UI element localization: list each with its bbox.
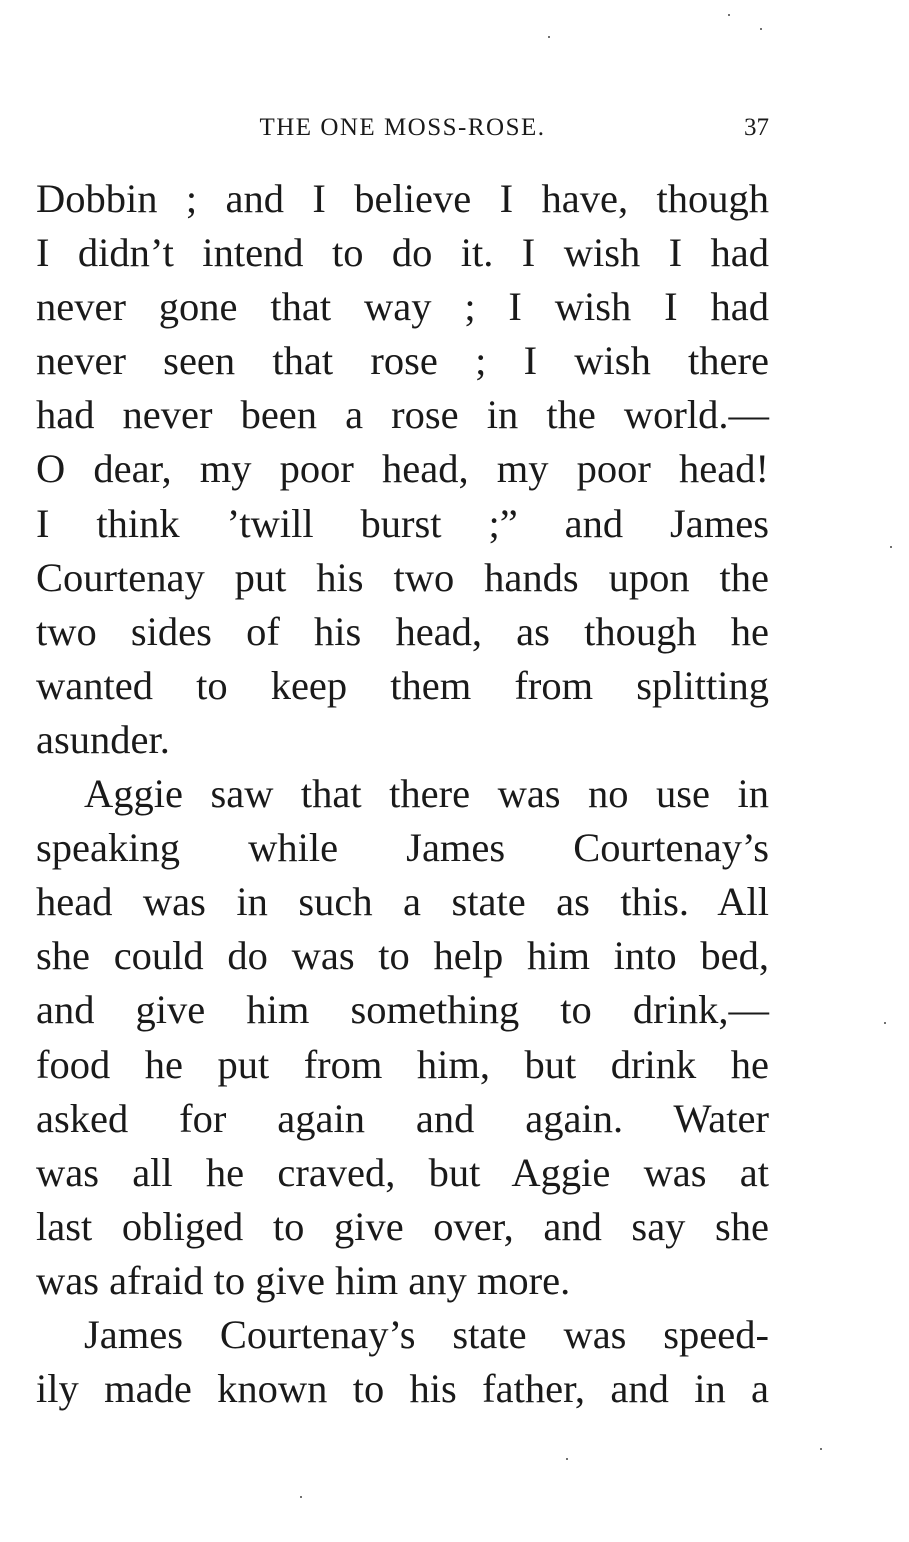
text-line: was afraid to give him any more.	[36, 1257, 571, 1303]
page-number: 37	[744, 114, 769, 141]
text-line: two sides of his head, as though he	[36, 608, 769, 654]
text-line: last obliged to give over, and say she	[36, 1203, 769, 1249]
text-line: and give him something to drink,—	[36, 987, 769, 1033]
scan-speck	[820, 1448, 822, 1450]
scan-speck	[300, 1496, 302, 1498]
text-line: ily made known to his father, and in a	[36, 1366, 769, 1412]
text-line: speaking while James Courtenay’s	[36, 825, 769, 871]
scan-speck	[728, 14, 730, 16]
text-line: James Courtenay’s state was speed-	[84, 1311, 769, 1357]
text-line: asunder.	[36, 716, 170, 762]
text-line: was all he craved, but Aggie was at	[36, 1149, 769, 1195]
text-line: never seen that rose ; I wish there	[36, 338, 769, 384]
text-line: had never been a rose in the world.—	[36, 392, 769, 438]
body-text	[36, 172, 769, 1416]
text-line: head was in such a state as this. All	[36, 879, 769, 925]
text-line: food he put from him, but drink he	[36, 1041, 769, 1087]
text-line: never gone that way ; I wish I had	[36, 284, 769, 330]
scan-speck	[548, 36, 550, 38]
running-head	[36, 114, 769, 144]
scan-speck	[884, 1022, 886, 1024]
text-line: Aggie saw that there was no use in	[84, 771, 769, 817]
scan-speck	[890, 546, 892, 548]
text-line: O dear, my poor head, my poor head!	[36, 446, 769, 492]
text-line: wanted to keep them from splitting	[36, 662, 769, 708]
text-line: I think ’twill burst ;” and James	[36, 500, 769, 546]
text-line: she could do was to help him into bed,	[36, 933, 769, 979]
text-line: asked for again and again. Water	[36, 1095, 769, 1141]
scan-speck	[566, 1458, 568, 1460]
running-title: THE ONE MOSS-ROSE.	[259, 114, 546, 141]
text-line: Dobbin ; and I believe I have, though	[36, 176, 769, 221]
scan-speck	[760, 28, 762, 30]
text-line: I didn’t intend to do it. I wish I had	[36, 230, 769, 276]
text-line: Courtenay put his two hands upon the	[36, 554, 769, 600]
